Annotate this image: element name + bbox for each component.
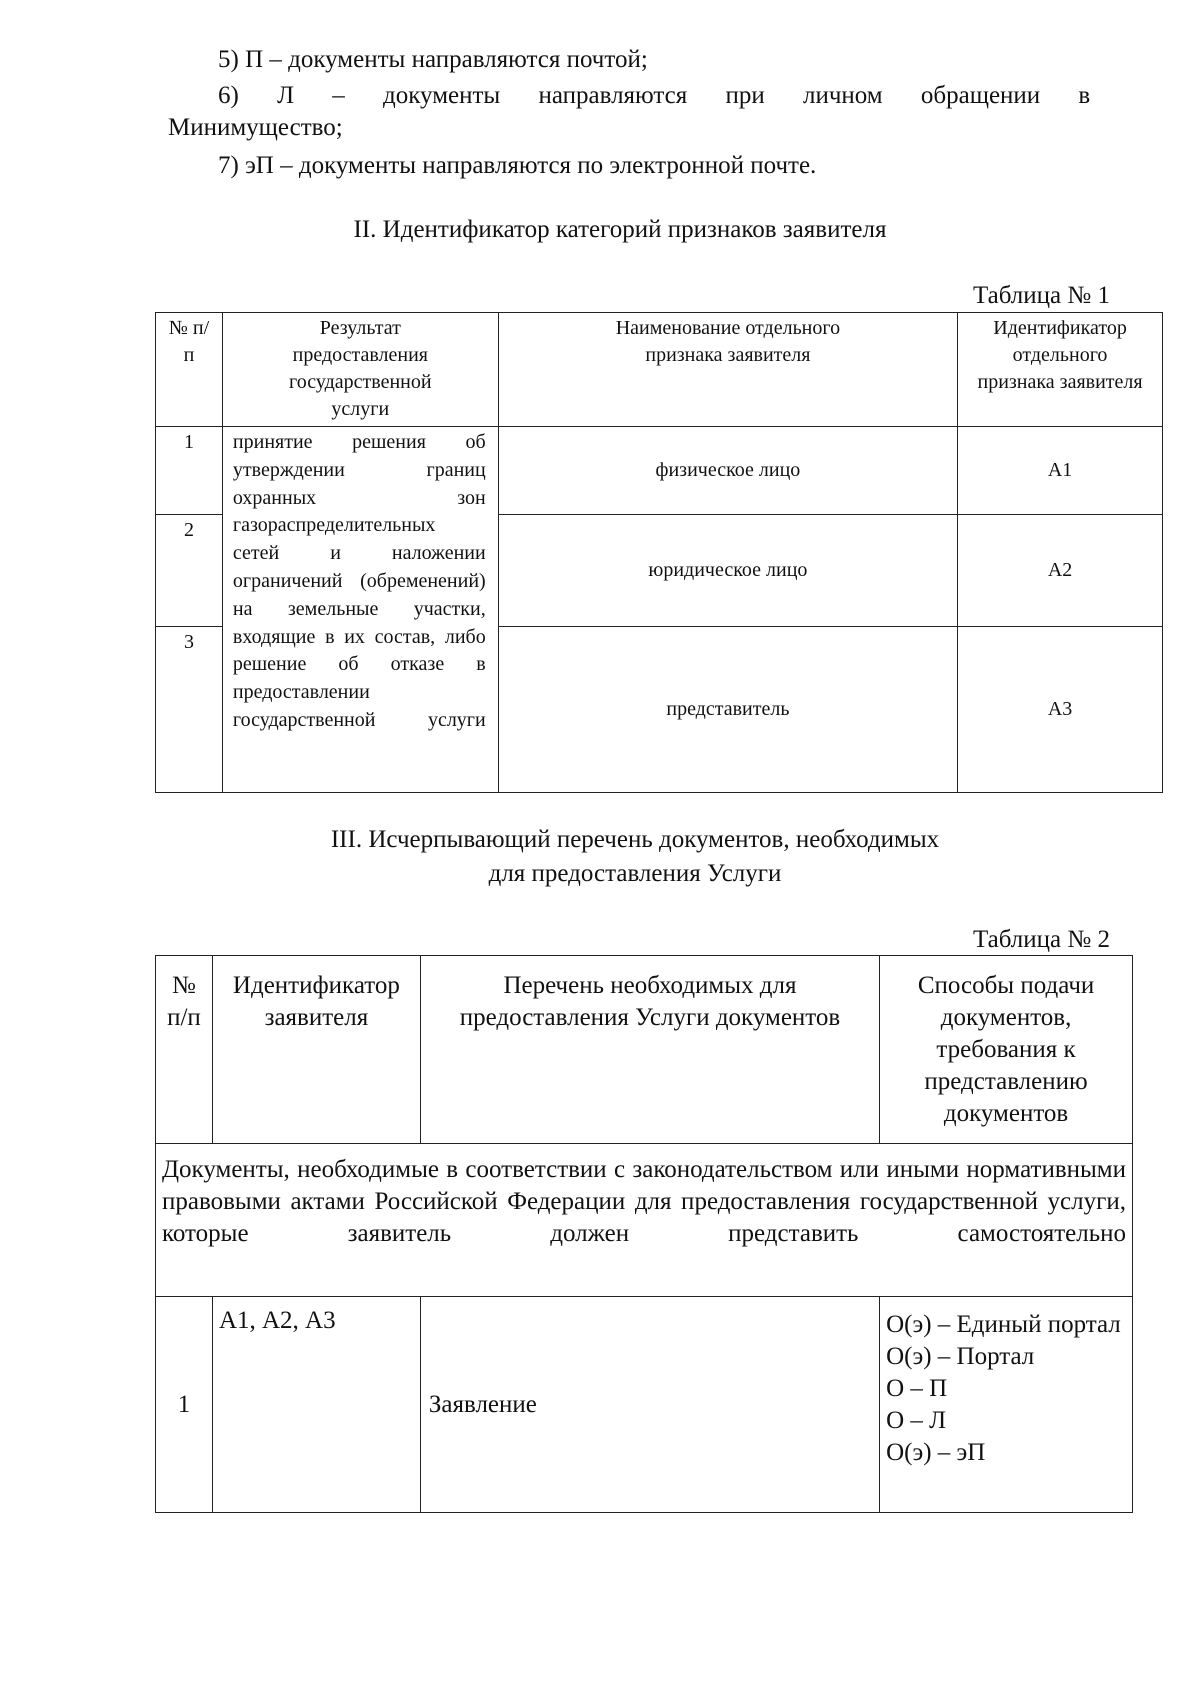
table-2 xyxy=(155,955,1133,1513)
t2-row-methods xyxy=(880,1297,1133,1513)
t2-row-doc: Заявление xyxy=(420,1297,879,1513)
t2-header-num: № п/п xyxy=(156,956,213,1144)
t1-header-id: Идентификатор отдельного признака заявителя xyxy=(958,313,1163,427)
t1-result-cell xyxy=(222,427,498,793)
t2-header-methods: Способы подачи документов, требования к представлению документов xyxy=(880,956,1133,1144)
section-2-title: II. Идентификатор категорий признаков заявителя xyxy=(353,216,887,243)
t1-header-name: Наименование отдельного признака заявителя xyxy=(498,313,957,427)
section-3-title-line-2: для предоставления Услуги xyxy=(488,860,782,887)
t1-row-id: А1 xyxy=(958,427,1163,515)
t1-row-num: 2 xyxy=(156,515,223,627)
table-1-label: Таблица № 1 xyxy=(972,282,1110,309)
t2-method-item: О(э) – Единый портал xyxy=(886,1311,1121,1338)
t1-row-id: А2 xyxy=(958,515,1163,627)
table-2-label: Таблица № 2 xyxy=(972,926,1110,953)
t2-method-item: О – Л xyxy=(886,1407,947,1434)
t1-header-result: Результат предоставления государственной услуги xyxy=(222,313,498,427)
t1-row-name: представитель xyxy=(498,627,957,793)
intro-line-6-cont: Минимущество; xyxy=(168,114,343,141)
t1-row-name: физическое лицо xyxy=(498,427,957,515)
section-3-title-line-1: III. Исчерпывающий перечень документов, необходимых xyxy=(330,826,940,853)
t2-method-item: О – П xyxy=(886,1375,948,1402)
t2-method-item: О(э) – эП xyxy=(886,1439,986,1466)
t1-row-num: 1 xyxy=(156,427,223,515)
intro-line-7: 7) эП – документы направляются по электронной почте. xyxy=(218,152,817,179)
intro-line-6: 6) Л – документы направляются при личном обращении в xyxy=(218,82,1091,109)
t2-method-item: О(э) – Портал xyxy=(886,1343,1035,1370)
t2-row-num: 1 xyxy=(156,1297,213,1513)
t1-result-text: принятие решения об утверждении границ охранных зон газораспределительных сетей и наложении ограничений (обременений) на земельные участки, входящие в их состав, либо решение об отказе в предоставлении государственной услуги xyxy=(232,431,486,731)
t1-row-num: 3 xyxy=(156,627,223,793)
t1-row-id: А3 xyxy=(958,627,1163,793)
t1-header-num: № п/п xyxy=(156,313,223,427)
table-1 xyxy=(155,312,1163,793)
t1-row-name: юридическое лицо xyxy=(498,515,957,627)
t2-row-ids: А1, А2, А3 xyxy=(212,1297,420,1513)
t2-header-docs: Перечень необходимых для предоставления Услуги документов xyxy=(420,956,879,1144)
t2-header-id: Идентификатор заявителя xyxy=(212,956,420,1144)
t2-span-row xyxy=(156,1144,1133,1297)
t2-span-row-text: Документы, необходимые в соответствии с законодательством или иными нормативными правовыми актами Российской Федерации для предоставления государственной услуги, которые заявитель должен представить самостоятельно xyxy=(162,1156,1126,1247)
intro-line-5: 5) П – документы направляются почтой; xyxy=(218,46,648,73)
